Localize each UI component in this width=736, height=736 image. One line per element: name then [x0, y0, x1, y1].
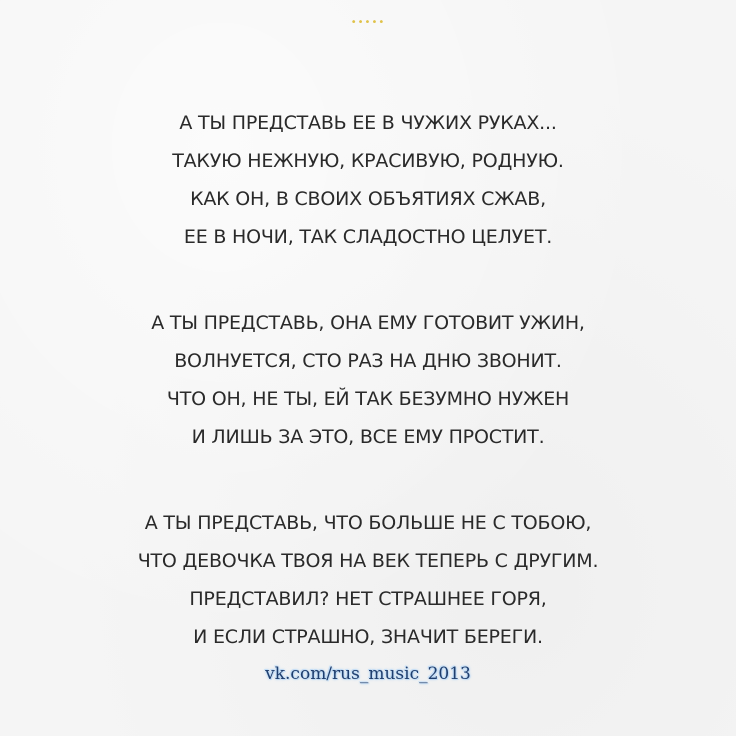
vk-link[interactable]: vk.com/rus_music_2013 [265, 664, 471, 684]
poem-line: И ЕСЛИ СТРАШНО, ЗНАЧИТ БЕРЕГИ. [193, 626, 543, 648]
poem-line: А ТЫ ПРЕДСТАВЬ, ЧТО БОЛЬШЕ НЕ С ТОБОЮ, [144, 512, 592, 534]
poem-line: ТАКУЮ НЕЖНУЮ, КРАСИВУЮ, РОДНУЮ. [172, 150, 564, 172]
poem-line: ЕЕ В НОЧИ, ТАК СЛАДОСТНО ЦЕЛУЕТ. [183, 226, 553, 248]
stanza-1 [0, 104, 736, 256]
poem-line: КАК ОН, В СВОИХ ОБЪЯТИЯХ СЖАВ, [190, 188, 546, 210]
poem-line: ПРЕДСТАВИЛ? НЕТ СТРАШНЕЕ ГОРЯ, [189, 588, 547, 610]
poem-line: А ТЫ ПРЕДСТАВЬ ЕЕ В ЧУЖИХ РУКАХ... [179, 112, 557, 134]
poem-line: ЧТО ДЕВОЧКА ТВОЯ НА ВЕК ТЕПЕРЬ С ДРУГИМ. [137, 550, 599, 572]
stanza-2 [0, 304, 736, 456]
stanza-3 [0, 504, 736, 656]
poem-line: ЧТО ОН, НЕ ТЫ, ЕЙ ТАК БЕЗУМНО НУЖЕН [166, 388, 570, 410]
poem [0, 104, 736, 704]
poem-line: И ЛИШЬ ЗА ЭТО, ВСЕ ЕМУ ПРОСТИТ. [191, 426, 545, 448]
decorative-dots: ••••• [350, 17, 386, 28]
poem-line: ВОЛНУЕТСЯ, СТО РАЗ НА ДНЮ ЗВОНИТ. [174, 350, 562, 372]
poem-line: А ТЫ ПРЕДСТАВЬ, ОНА ЕМУ ГОТОВИТ УЖИН, [151, 312, 585, 334]
